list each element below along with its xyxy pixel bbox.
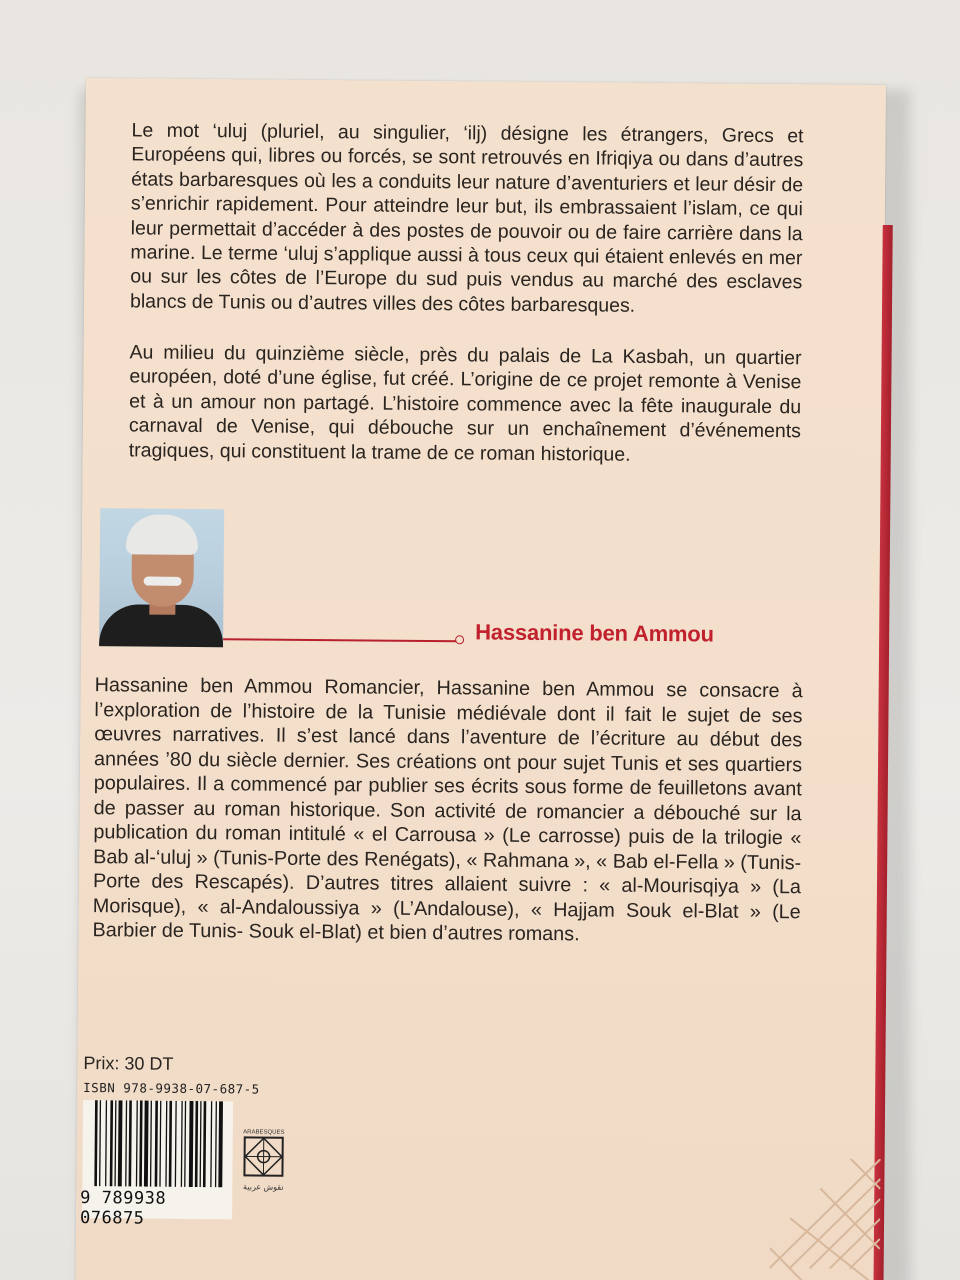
barcode-bar (144, 1101, 149, 1187)
barcode-bar (139, 1101, 142, 1187)
barcode-bar (181, 1101, 183, 1187)
barcode-bar (210, 1101, 212, 1187)
author-photo (99, 508, 224, 647)
author-divider-line (223, 638, 459, 642)
publisher-name-arabic: نقوش عربية (243, 1182, 284, 1192)
barcode-bars (82, 1100, 233, 1189)
barcode-bar (155, 1101, 158, 1187)
barcode-bar (203, 1101, 206, 1187)
barcode-bar (129, 1100, 132, 1186)
barcode-bar (165, 1101, 167, 1187)
barcode-bar (195, 1101, 198, 1187)
photo-mustache (144, 577, 182, 586)
book-back-cover (75, 78, 886, 1280)
barcode-bar (94, 1100, 97, 1186)
barcode-bar (110, 1100, 113, 1186)
barcode-bar (218, 1101, 223, 1187)
barcode-bar (200, 1101, 202, 1187)
barcode-bar (175, 1101, 177, 1187)
author-bio: Hassanine ben Ammou Romancier, Hassanine ben Ammou se consacre à l’exploration de l’histoire de la Tunisie médiévale dont il fait le sujet de ses œuvres narratives. Il s’est lancé dans l’aventure de l’écriture au début des années ’80 du siècle dernier. Ses créations ont pour sujet Tunis et ses quartiers populaires. Il a commencé par publier ses écrits sous forme de feuilletons avant de passer au roman historique. Son activité de romancier a débouché sur la publication du roman intitulé « el Carrousa » (Le carrosse) puis de la trilogie « Bab al-‘uluj » (Tunis-Porte des Renégats), « Rahmana », « Bab el-Fella » (Tunis- Porte des Rescapés). D’autres titres allaient suivre : « al-Mourisqiya » (La Morisque), « al-Andaloussiya » (L’Andalouse), « Hajjam Souk el-Blat » (Le Barbier de Tunis- Souk el-Blat) et bien d’autres romans. (92, 674, 803, 946)
barcode-bar (118, 1100, 123, 1186)
photo-hair (126, 514, 198, 555)
barcode-bar (125, 1100, 127, 1186)
barcode-bar (215, 1101, 217, 1187)
barcode-bar (150, 1101, 152, 1187)
barcode-bar (169, 1101, 172, 1187)
barcode-bar (159, 1101, 161, 1187)
isbn-label: ISBN 978-9938-07-687-5 (83, 1080, 260, 1097)
barcode-bar (114, 1100, 116, 1186)
blurb-paragraph-2: Au milieu du quinzième siècle, près du palais de La Kasbah, un quartier européen, doté d’une église, fut créé. L’origine de ce projet remonte à Venise et à un amour non partagé. L’histoire commence avec la fête inaugurale du carnaval de Venise, qui débouche sur un enchaînement d’événements tragiques, qui constituent la trame de ce roman historique. (128, 341, 802, 466)
publisher-emblem-icon (242, 1135, 284, 1177)
publisher-name-latin: ARABESQUES (243, 1129, 285, 1136)
barcode-bar (99, 1100, 101, 1186)
author-name: Hassanine ben Ammou (475, 619, 714, 647)
price-label: Prix: 30 DT (83, 1053, 174, 1074)
barcode-number: 9 789938 076875 (79, 1187, 167, 1229)
publisher-logo (242, 1129, 285, 1207)
barcode-bar (136, 1100, 138, 1186)
blurb-paragraph-1: Le mot ‘uluj (pluriel, au singulier, ‘ilj) désigne les étrangers, Grecs et Européens qui, libres ou forcés, se sont retrouvés en Ifriqiya ou dans d’autres états barbaresques où les a conduits leur nature d’aventuriers et leur désir de s’enrichir rapidement. Pour atteindre leur but, ils embrassaient l’islam, ce qui leur permettait d’accéder à des postes de pouvoir ou de faire carrière dans la marine. Le terme ‘uluj s’applique aussi à tous ceux qui étaient enlevés en mer ou sur les côtes de l’Europe du sud puis vendus au marché des esclaves blancs de Tunis ou d’autres villes des côtes barbaresques. (129, 119, 804, 317)
barcode-bar (105, 1100, 107, 1186)
author-divider-dot (455, 635, 464, 644)
barcode (79, 1100, 233, 1229)
barcode-bar (184, 1101, 186, 1187)
barcode-bar (189, 1101, 194, 1187)
decorative-corner-pattern-icon (769, 1158, 880, 1280)
